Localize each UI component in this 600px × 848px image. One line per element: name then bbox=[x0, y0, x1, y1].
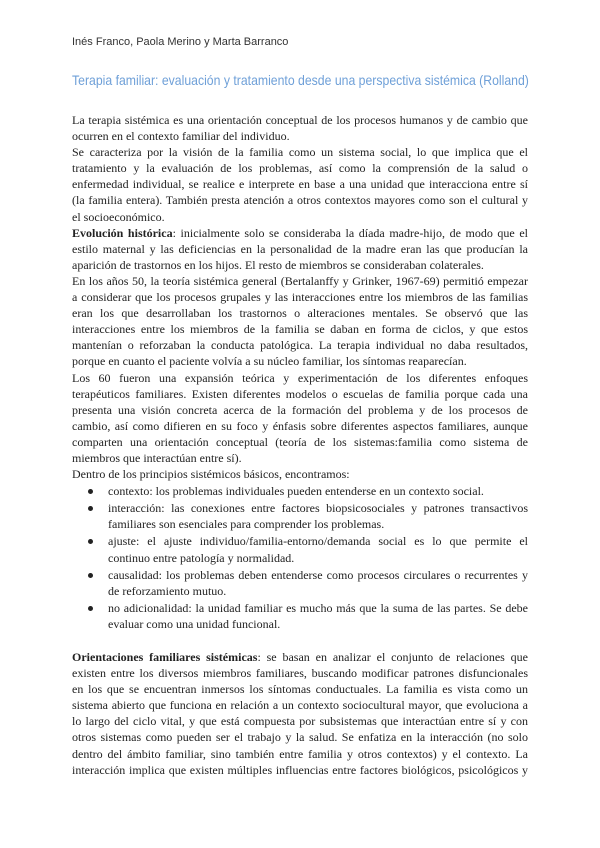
paragraph-historical-evolution bbox=[72, 225, 528, 273]
text-line bbox=[72, 225, 528, 241]
bullet-icon bbox=[88, 606, 93, 611]
text-line: terapéuticos familiares. Existen diferentes modelos o escuelas de familia porque cada una bbox=[72, 386, 528, 401]
text-line: enfermedad individual, se realice e interprete en base a una unidad que interacciona entre sí bbox=[72, 177, 528, 192]
text-line: el socioeconómico. bbox=[72, 209, 165, 224]
list-item bbox=[72, 567, 528, 599]
text-line bbox=[72, 649, 528, 665]
text-line: evaluar como una unidad funcional. bbox=[108, 616, 281, 631]
text-line: porque en cuanto el paciente volvía a su núcleo familiar, los síntomas reaparecían. bbox=[72, 354, 467, 369]
paragraph-characteristics bbox=[72, 144, 528, 224]
section-title bbox=[72, 72, 594, 88]
text-line: miembros que interactúan entre sí). bbox=[72, 450, 242, 465]
text-line: comparten una orientación conceptual (teoría de los sistemas:familia como sistema de bbox=[72, 434, 528, 449]
text-line: interacción implica que existen múltiples influencias entre factores biológicos, psicológicos y bbox=[72, 762, 528, 777]
text-line: La terapia sistémica es una orientación conceptual de los procesos humanos y de cambio que bbox=[72, 113, 528, 127]
text-line: contexto: los problemas individuales pueden entenderse en un contexto social. bbox=[108, 484, 484, 499]
bullet-icon bbox=[88, 539, 93, 544]
text-line: ajuste: el ajuste individuo/familia-entorno/demanda social es lo que permite el bbox=[108, 534, 528, 549]
text-line: no adicionalidad: la unidad familiar es mucho más que la suma de las partes. Se debe bbox=[108, 600, 528, 615]
section-title-text: Terapia familiar: evaluación y tratamiento desde una perspectiva sistémica (Rolland) bbox=[72, 72, 529, 88]
text-run: : se basan en analizar el conjunto de relaciones que bbox=[257, 650, 528, 664]
text-line: sistema abierto que funciona en relación a un contexto sociocultural mayor, que evoluciona a bbox=[72, 698, 528, 713]
bullet-icon bbox=[88, 573, 93, 578]
text-line: dentro del ámbito familiar, sino también entre familia y otros contextos) y el contexto. La bbox=[72, 746, 528, 761]
list-item bbox=[72, 500, 528, 532]
text-line: estilo maternal y las deficiencias en la personalidad de la madre eran las que producían la bbox=[72, 241, 528, 256]
text-line: cambio, así como difieren en su foco y énfasis sobre diferentes aspectos familiares, aunque bbox=[72, 418, 528, 433]
bold-term: Evolución histórica bbox=[72, 225, 173, 240]
bold-term: Orientaciones familiares sistémicas bbox=[72, 650, 258, 664]
document-body bbox=[72, 112, 528, 778]
list-item bbox=[72, 483, 528, 499]
text-line: causalidad: los problemas deben entenderse como procesos circulares o recurrentes y bbox=[108, 567, 528, 582]
text-line: ocurren en el contexto familiar del individuo. bbox=[72, 129, 290, 144]
paragraph-fifties bbox=[72, 273, 528, 370]
text-run: : inicialmente solo se consideraba la díada madre-hijo, de modo que el bbox=[172, 225, 528, 240]
text-line: en los que se encuentran inmersos los síntomas conductuales. La familia es vista como un bbox=[72, 682, 528, 697]
text-line: En los años 50, la teoría sistémica general (Bertalanffy y Grinker, 1967-69) permitió empezar bbox=[72, 273, 528, 288]
text-line: (la familia entera). También presta atención a otros contextos mayores como son el cultural y bbox=[72, 193, 528, 208]
text-line: lo largo del ciclo vital, y que está compuesta por subsistemas que interactúan entre sí y con bbox=[72, 714, 528, 729]
paragraph-intro bbox=[72, 112, 528, 144]
text-line: a considerar que los procesos grupales y las interacciones entre los miembros de las familias bbox=[72, 290, 528, 305]
text-line: continuo entre patología y normalidad. bbox=[108, 550, 295, 565]
paragraph-sixties bbox=[72, 370, 528, 467]
list-item bbox=[72, 533, 528, 565]
bullet-icon bbox=[88, 489, 93, 494]
text-line: existen entre los diversos miembros familiares, buscando modificar patrones disfuncionales bbox=[72, 666, 528, 681]
text-line: tratamiento y la evaluación de los problemas, así como la comprensión de la salud o bbox=[72, 161, 528, 176]
principles-list bbox=[72, 483, 528, 632]
paragraph-principles-intro bbox=[72, 466, 528, 482]
paragraph-systemic-orientations bbox=[72, 649, 528, 778]
text-line: familiares son esenciales para comprender los problemas. bbox=[108, 517, 385, 532]
text-line: presenta una visión concreta acerca de la formación del problema y de los procesos de bbox=[72, 402, 528, 417]
text-line: Se caracteriza por la visión de la familia como un sistema social, lo que implica que el bbox=[72, 145, 528, 160]
text-line: aparición de trastornos en los hijos. El resto de miembros se consideraban colaterales. bbox=[72, 257, 484, 272]
blank-line bbox=[72, 633, 528, 649]
text-line: de reforzamiento mutuo. bbox=[108, 583, 227, 598]
text-line: interacciones entre los miembros de la familia se daban en forma de ciclos, y que estos bbox=[72, 322, 528, 337]
text-line: interacción: las conexiones entre factores biopsicosociales y patrones transactivos bbox=[108, 501, 528, 516]
text-line: eran los que desarrollaban los trastornos o alteraciones mentales. Se observó que las bbox=[72, 306, 528, 321]
list-item bbox=[72, 600, 528, 632]
text-line: Dentro de los principios sistémicos básicos, encontramos: bbox=[72, 467, 350, 482]
bullet-icon bbox=[88, 506, 93, 511]
text-line: Los 60 fueron una expansión teórica y experimentación de los diferentes enfoques bbox=[72, 370, 528, 385]
text-line: otros sistemas como pueden ser el trabajo y la salud. Se enfatiza en la interacción (no solo bbox=[72, 730, 528, 745]
text-line: mantenían o reforzaban la conducta patológica. La terapia individual no daba resultados, bbox=[72, 338, 528, 353]
page-header-authors: Inés Franco, Paola Merino y Marta Barranco bbox=[72, 36, 289, 48]
